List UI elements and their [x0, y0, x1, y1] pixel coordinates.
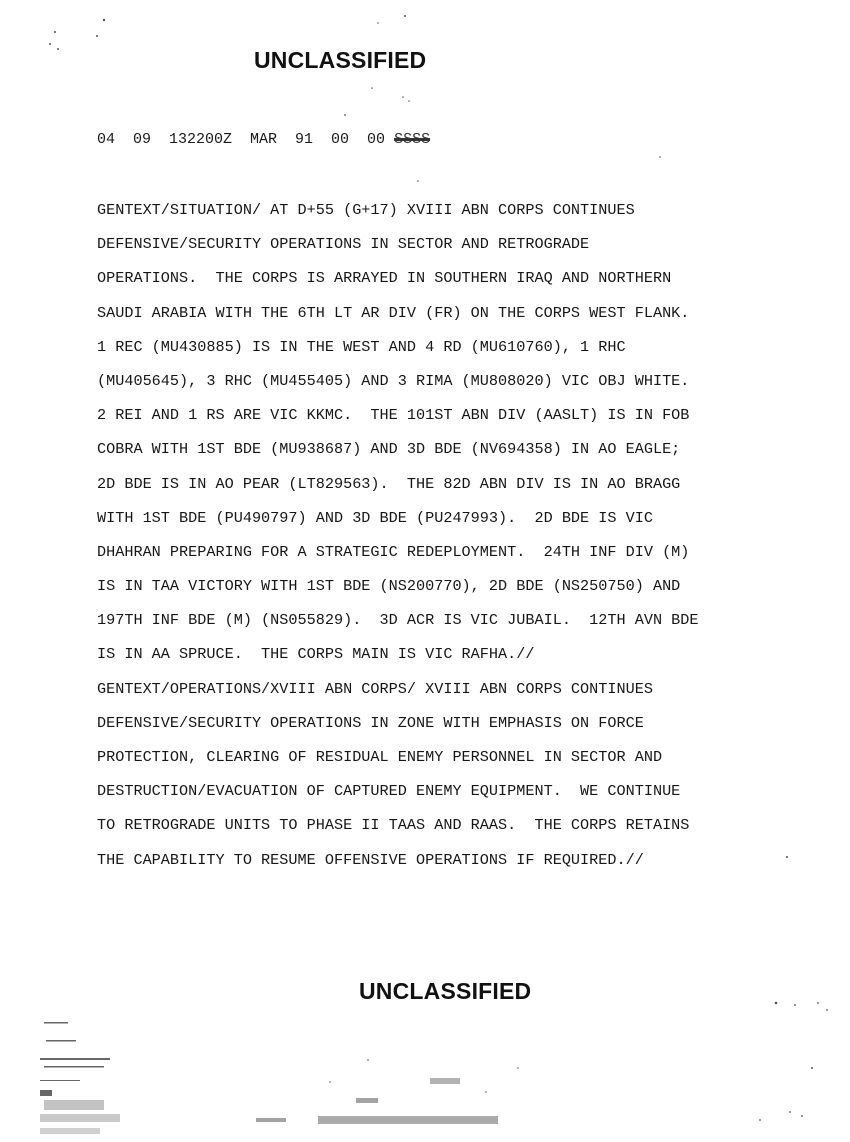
body-line: SAUDI ARABIA WITH THE 6TH LT AR DIV (FR) ON THE CORPS WEST FLANK. — [97, 303, 690, 322]
body-line: IS IN AA SPRUCE. THE CORPS MAIN IS VIC RAFHA.// — [97, 645, 535, 664]
body-line: TO RETROGRADE UNITS TO PHASE II TAAS AND RAAS. THE CORPS RETAINS — [97, 816, 690, 835]
body-line: GENTEXT/OPERATIONS/XVIII ABN CORPS/ XVIII ABN CORPS CONTINUES — [97, 679, 653, 698]
body-line: GENTEXT/SITUATION/ AT D+55 (G+17) XVIII ABN CORPS CONTINUES — [97, 201, 635, 219]
body-line: 2 REI AND 1 RS ARE VIC KKMC. THE 101ST ABN DIV (AASLT) IS IN FOB — [97, 406, 690, 425]
body-line: 1 REC (MU430885) IS IN THE WEST AND 4 RD (MU610760), 1 RHC — [97, 337, 626, 356]
header-classification-marking: UNCLASSIFIED — [254, 47, 427, 73]
body-line: WITH 1ST BDE (PU490797) AND 3D BDE (PU247993). 2D BDE IS VIC — [97, 508, 653, 527]
body-line: PROTECTION, CLEARING OF RESIDUAL ENEMY PERSONNEL IN SECTOR AND — [97, 748, 663, 766]
dtg-struck-text: SSSS — [394, 131, 431, 148]
dtg-text: 04 09 132200Z MAR 91 00 00 — [97, 131, 395, 148]
body-line: (MU405645), 3 RHC (MU455405) AND 3 RIMA (MU808020) VIC OBJ WHITE. — [97, 371, 690, 390]
body-line: DEFENSIVE/SECURITY OPERATIONS IN ZONE WITH EMPHASIS ON FORCE — [97, 713, 644, 732]
body-line: DEFENSIVE/SECURITY OPERATIONS IN SECTOR AND RETROGRADE — [97, 235, 590, 254]
body-line: 2D BDE IS IN AO PEAR (LT829563). THE 82D ABN DIV IS IN AO BRAGG — [97, 474, 681, 493]
body-line: IS IN TAA VICTORY WITH 1ST BDE (NS200770), 2D BDE (NS250750) AND — [97, 577, 681, 596]
body-line: DESTRUCTION/EVACUATION OF CAPTURED ENEMY EQUIPMENT. WE CONTINUE — [97, 782, 681, 801]
body-line: COBRA WITH 1ST BDE (MU938687) AND 3D BDE (NV694358) IN AO EAGLE; — [97, 440, 681, 459]
body-line: DHAHRAN PREPARING FOR A STRATEGIC REDEPLOYMENT. 24TH INF DIV (M) — [97, 542, 690, 561]
body-line: THE CAPABILITY TO RESUME OFFENSIVE OPERATIONS IF REQUIRED.// — [97, 850, 644, 869]
body-line: 197TH INF BDE (M) (NS055829). 3D ACR IS VIC JUBAIL. 12TH AVN BDE — [97, 611, 699, 630]
footer-classification-marking: UNCLASSIFIED — [359, 978, 532, 1004]
body-line: OPERATIONS. THE CORPS IS ARRAYED IN SOUTHERN IRAQ AND NORTHERN — [97, 269, 672, 288]
